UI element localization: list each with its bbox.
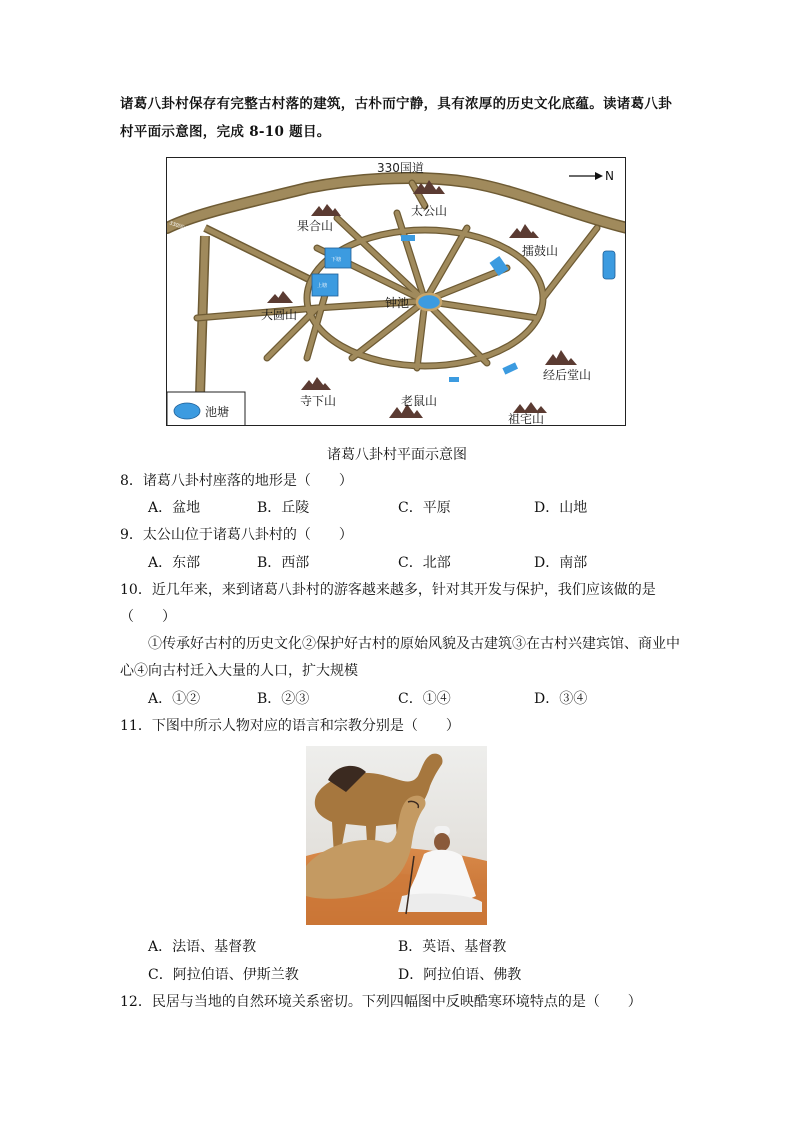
question-10-body-2: 心④向古村迁入大量的人口，扩大规模 — [120, 663, 358, 679]
map-legend — [167, 392, 245, 426]
pond-small — [502, 362, 518, 374]
q11-option-c[interactable]: C．阿拉伯语、伊斯兰教 — [148, 967, 299, 983]
pond-east — [603, 251, 615, 279]
intro-line-2: 村平面示意图，完成 8-10 题目。 — [120, 124, 331, 140]
intro-line-1: 诸葛八卦村保存有完整古村落的建筑，古朴而宁静，具有浓厚的历史文化底蕴。读诸葛八卦 — [120, 96, 672, 112]
q9-option-a[interactable]: A．东部 — [148, 555, 201, 571]
mountain-label: 大圆山 — [261, 308, 298, 322]
pond-label-shangtang: 上塘 — [317, 283, 328, 289]
mountain-label: 果合山 — [297, 219, 334, 233]
center-pond-label: 钟池 — [385, 296, 410, 310]
mountain-label: 老鼠山 — [401, 394, 438, 408]
road-330-small-label: 330国道 — [236, 216, 257, 227]
village-map — [166, 157, 626, 426]
legend-label: 池塘 — [205, 405, 230, 419]
question-9-stem: 9．太公山位于诸葛八卦村的（ ） — [120, 527, 353, 543]
q8-option-a[interactable]: A．盆地 — [148, 500, 201, 516]
question-10-stem-bracket: （ ） — [120, 609, 176, 625]
road-330-small-label-2: 330国道 — [168, 220, 189, 233]
q8-option-c[interactable]: C．平原 — [398, 500, 451, 516]
q8-option-b[interactable]: B．丘陵 — [257, 500, 310, 516]
north-label: N — [605, 169, 614, 183]
mountain-label: 经后堂山 — [543, 368, 592, 382]
pond-legend-icon — [174, 403, 200, 419]
mountain-label: 太公山 — [411, 204, 448, 218]
q11-option-d[interactable]: D．阿拉伯语、佛教 — [398, 967, 522, 983]
mountain-label: 寺下山 — [300, 394, 337, 408]
q11-option-b[interactable]: B．英语、基督教 — [398, 939, 507, 955]
pond-small — [449, 377, 459, 382]
map-caption: 诸葛八卦村平面示意图 — [327, 447, 467, 463]
q10-option-d[interactable]: D．③④ — [534, 691, 588, 707]
mountain-label: 擂鼓山 — [522, 244, 559, 258]
q8-option-d[interactable]: D．山地 — [534, 500, 588, 516]
pond-label-xiatang: 下塘 — [331, 257, 342, 263]
question-10-body-1: ①传承好古村的历史文化②保护好古村的原始风貌及古建筑③在古村兴建宾馆、商业中 — [148, 636, 680, 652]
question-11-stem: 11．下图中所示人物对应的语言和宗教分别是（ ） — [120, 718, 460, 734]
question-10-stem: 10．近几年来，来到诸葛八卦村的游客越来越多，针对其开发与保护，我们应该做的是 — [120, 582, 656, 598]
pond-small — [401, 235, 415, 241]
q11-option-a[interactable]: A．法语、基督教 — [148, 939, 257, 955]
q9-option-b[interactable]: B．西部 — [257, 555, 310, 571]
north-arrow-icon — [569, 172, 603, 180]
q10-option-a[interactable]: A．①② — [148, 691, 201, 707]
question-8-stem: 8．诸葛八卦村座落的地形是（ ） — [120, 473, 353, 489]
q10-option-b[interactable]: B．②③ — [257, 691, 310, 707]
q9-option-c[interactable]: C．北部 — [398, 555, 451, 571]
mountain-label: 祖宅山 — [508, 412, 545, 426]
road-316-label: 316省道 — [188, 268, 194, 288]
q10-option-c[interactable]: C．①④ — [398, 691, 451, 707]
road-330-label: 330国道 — [377, 161, 424, 175]
q9-option-d[interactable]: D．南部 — [534, 555, 588, 571]
question-12-stem: 12．民居与当地的自然环境关系密切。下列四幅图中反映酷寒环境特点的是（ ） — [120, 994, 642, 1010]
bell-pond — [417, 294, 441, 310]
camel-photo — [306, 746, 487, 925]
